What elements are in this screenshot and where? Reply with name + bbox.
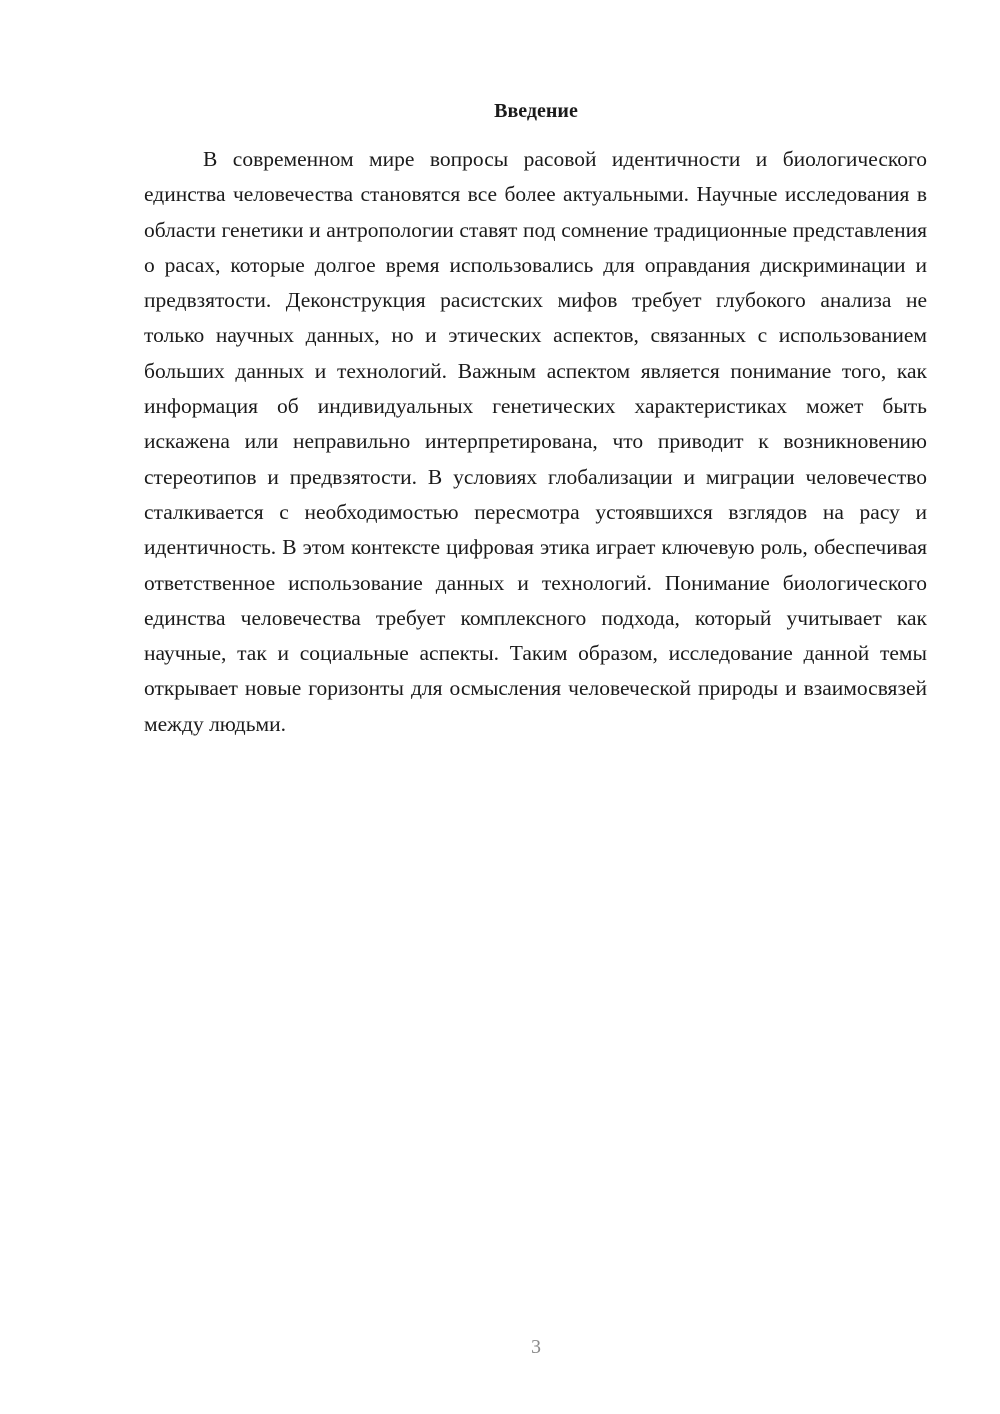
body-paragraph: В современном мире вопросы расовой идентичности и биологического единства человечества становятся все более актуальными. Научные исследования в области генетики и антропологии ставят под сомнение традиционные представления о расах, которые долгое время использовались для оправдания дискриминации и предвзятости. Деконструкция расистских мифов требует глубокого анализа не только научных данных, но и этических аспектов, связанных с использованием больших данных и технологий. Важным аспектом является понимание того, как информация об индивидуальных генетических характеристиках может быть искажена или неправильно интерпретирована, что приводит к возникновению стереотипов и предвзятости. В условиях глобализации и миграции человечество сталкивается с необходимостью пересмотра устоявшихся взглядов на расу и идентичность. В этом контексте цифровая этика играет ключевую роль, обеспечивая ответственное использование данных и технологий. Понимание биологического единства человечества требует комплексного подхода, который учитывает как научные, так и социальные аспекты. Таким образом, исследование данной темы открывает новые горизонты для осмысления человеческой природы и взаимосвязей между людьми. — [144, 147, 927, 736]
section-heading: Введение — [494, 100, 578, 122]
page-number: 3 — [531, 1336, 541, 1358]
